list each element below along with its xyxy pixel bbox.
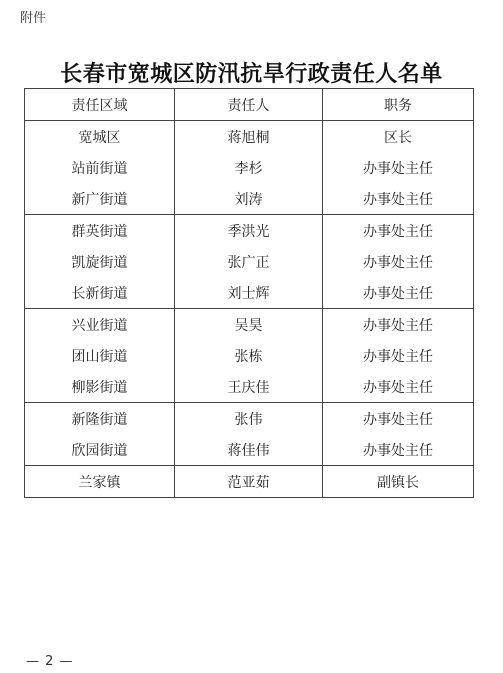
cell-area: 团山街道 bbox=[25, 340, 175, 371]
cell-position: 办事处主任 bbox=[323, 215, 474, 247]
table-row bbox=[25, 371, 474, 403]
cell-position: 办事处主任 bbox=[323, 403, 474, 435]
cell-person: 张广正 bbox=[175, 246, 323, 277]
cell-position: 办事处主任 bbox=[323, 340, 474, 371]
column-header-area: 责任区域 bbox=[25, 89, 175, 121]
cell-person: 吴昊 bbox=[175, 309, 323, 341]
cell-area: 新广街道 bbox=[25, 183, 175, 215]
document-title: 长春市宽城区防汛抗旱行政责任人名单 bbox=[60, 61, 443, 87]
table-row bbox=[25, 121, 474, 153]
cell-person: 蒋旭桐 bbox=[175, 121, 323, 153]
cell-position: 办事处主任 bbox=[323, 246, 474, 277]
table-row bbox=[25, 277, 474, 309]
cell-position: 办事处主任 bbox=[323, 309, 474, 341]
table-row bbox=[25, 309, 474, 341]
cell-area: 群英街道 bbox=[25, 215, 175, 247]
cell-position: 区长 bbox=[323, 121, 474, 153]
column-header-person: 责任人 bbox=[175, 89, 323, 121]
cell-person: 张栋 bbox=[175, 340, 323, 371]
cell-position: 办事处主任 bbox=[323, 434, 474, 466]
table-row bbox=[25, 183, 474, 215]
cell-area: 新隆街道 bbox=[25, 403, 175, 435]
page-number: — 2 — bbox=[26, 654, 74, 669]
cell-position: 办事处主任 bbox=[323, 371, 474, 403]
cell-person: 王庆佳 bbox=[175, 371, 323, 403]
cell-person: 刘士辉 bbox=[175, 277, 323, 309]
cell-person: 季洪光 bbox=[175, 215, 323, 247]
attachment-label: 附件 bbox=[20, 11, 47, 26]
table-row bbox=[25, 152, 474, 183]
cell-position: 办事处主任 bbox=[323, 183, 474, 215]
table-row bbox=[25, 466, 474, 498]
cell-area: 凯旋街道 bbox=[25, 246, 175, 277]
cell-position: 副镇长 bbox=[323, 466, 474, 498]
cell-area: 兴业街道 bbox=[25, 309, 175, 341]
cell-area: 兰家镇 bbox=[25, 466, 175, 498]
table-header-row bbox=[25, 89, 474, 121]
table-row bbox=[25, 340, 474, 371]
column-header-position: 职务 bbox=[323, 89, 474, 121]
cell-position: 办事处主任 bbox=[323, 152, 474, 183]
cell-area: 站前街道 bbox=[25, 152, 175, 183]
table-row bbox=[25, 246, 474, 277]
cell-person: 李杉 bbox=[175, 152, 323, 183]
cell-person: 刘涛 bbox=[175, 183, 323, 215]
table-row bbox=[25, 403, 474, 435]
cell-person: 张伟 bbox=[175, 403, 323, 435]
cell-area: 宽城区 bbox=[25, 121, 175, 153]
cell-person: 蒋佳伟 bbox=[175, 434, 323, 466]
cell-area: 欣园街道 bbox=[25, 434, 175, 466]
cell-person: 范亚茹 bbox=[175, 466, 323, 498]
responsibility-table bbox=[24, 88, 474, 498]
table-row bbox=[25, 215, 474, 247]
table-row bbox=[25, 434, 474, 466]
cell-area: 柳影街道 bbox=[25, 371, 175, 403]
cell-area: 长新街道 bbox=[25, 277, 175, 309]
cell-position: 办事处主任 bbox=[323, 277, 474, 309]
